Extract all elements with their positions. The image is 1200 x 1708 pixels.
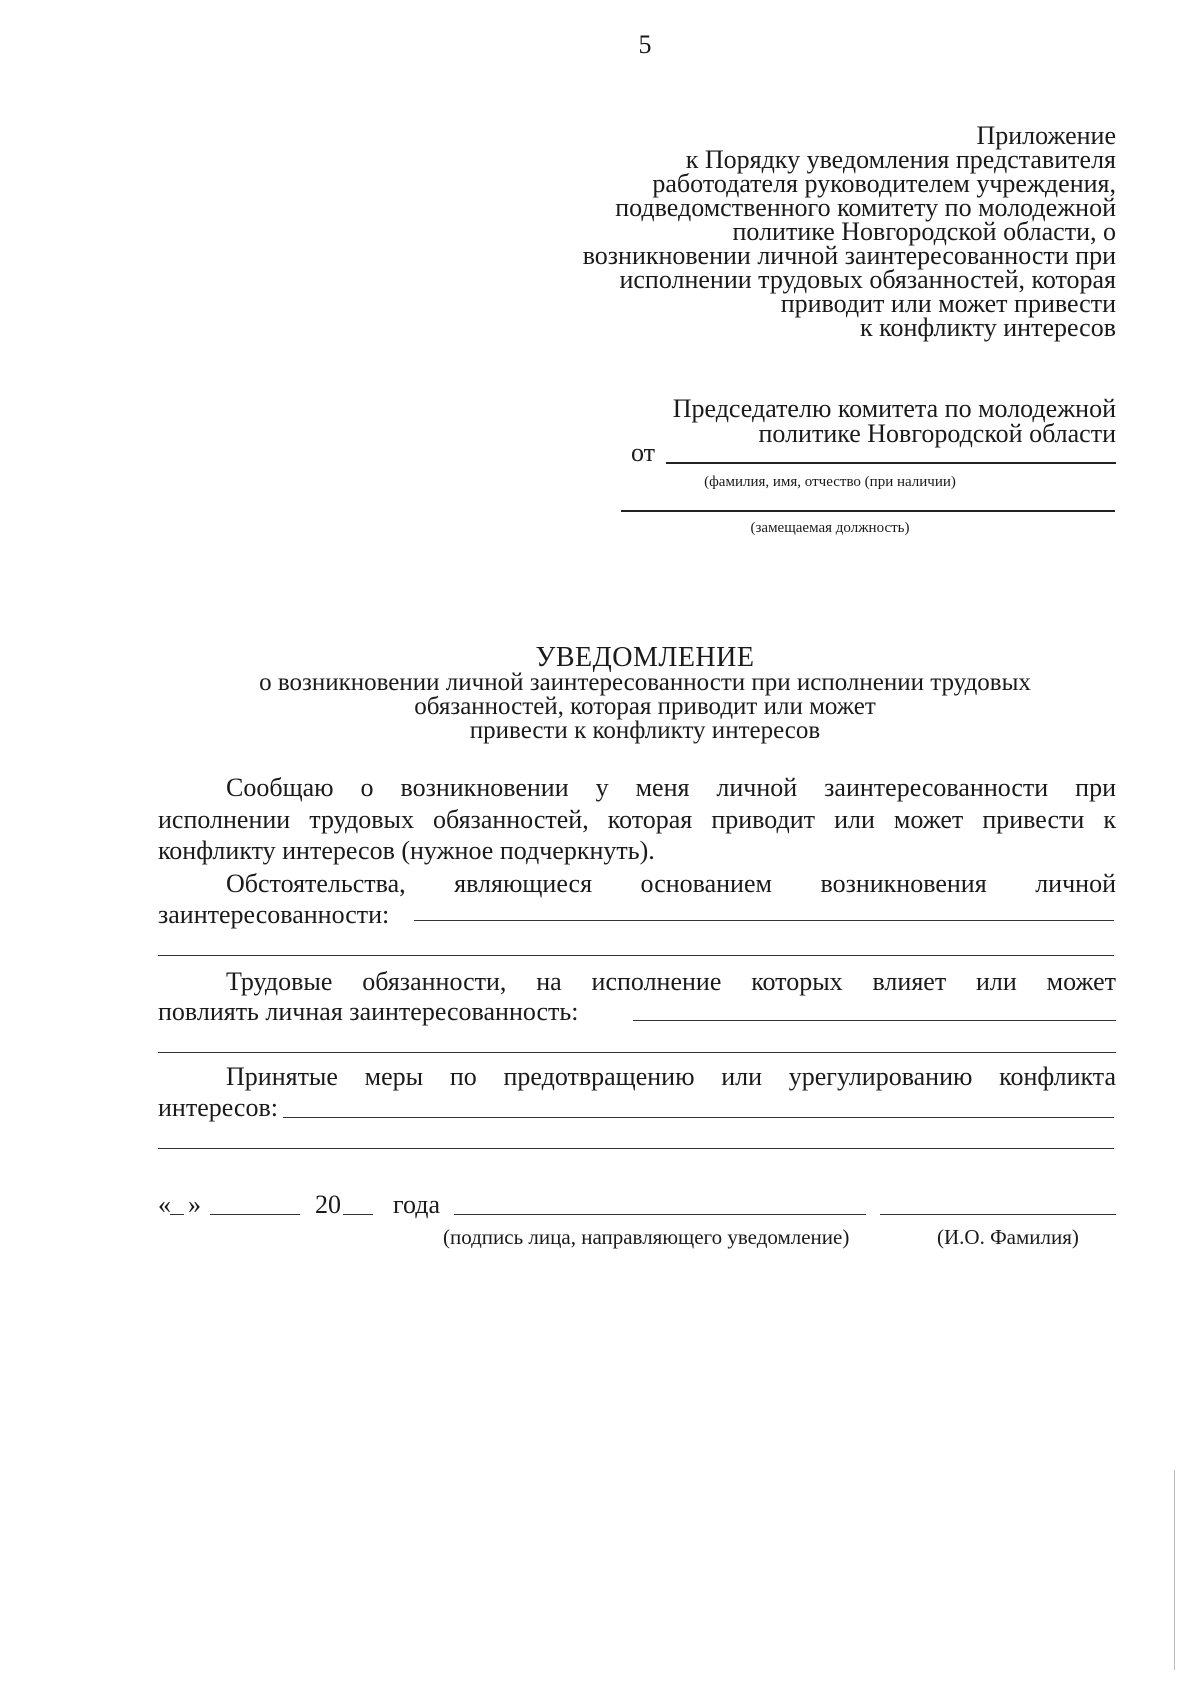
from-row (631, 438, 1116, 468)
paragraph-line: Принятые меры по предотвращению или урегулированию конфликта (226, 1062, 1116, 1091)
day-field[interactable] (170, 1214, 184, 1215)
quote-close: » (188, 1190, 201, 1219)
page-number: 5 (638, 30, 652, 59)
paragraph-line: исполнении трудовых обязанностей, которая приводит или может привести к (158, 805, 1116, 834)
appendix-line: политике Новгородской области, о (732, 217, 1116, 246)
from-label: от (631, 438, 656, 467)
appendix-line: подведомственного комитету по молодежной (615, 193, 1116, 222)
paragraph-circumstances (158, 868, 1116, 900)
sender-position-hint: (замещаемая должность) (750, 520, 910, 536)
notice-subtitle (120, 671, 1170, 743)
paragraph-line: Сообщаю о возникновении у меня личной заинтересованности при (226, 773, 1116, 802)
appendix-line: Приложение (976, 121, 1116, 150)
duties-field[interactable] (633, 1020, 1116, 1021)
subtitle-line: привести к конфликту интересов (469, 717, 821, 744)
circumstances-label: заинтересованности: (158, 900, 390, 929)
addressee-line-1: Председателю комитета по молодежной (672, 394, 1116, 423)
quote-open: « (158, 1190, 171, 1219)
sender-name-hint: (фамилия, имя, отчество (при наличии) (704, 474, 956, 490)
measures-field-line-2[interactable] (158, 1148, 1114, 1149)
measures-field[interactable] (283, 1117, 1114, 1118)
year-prefix: 20 (315, 1190, 341, 1219)
paragraph-duties (158, 966, 1116, 998)
paragraph-line: Трудовые обязанности, на исполнение которых влияет или может (226, 967, 1116, 996)
duties-field-line-2[interactable] (158, 1052, 1116, 1053)
sender-name-field[interactable] (666, 462, 1116, 464)
circumstances-field-line-2[interactable] (158, 955, 1114, 956)
appendix-line: к конфликту интересов (860, 313, 1116, 342)
month-field[interactable] (210, 1214, 300, 1215)
scan-edge-line (1174, 1470, 1175, 1670)
subtitle-line: обязанностей, которая приводит или может (414, 693, 876, 720)
paragraph-line: Обстоятельства, являющиеся основанием возникновения личной (226, 869, 1116, 898)
notice-title: УВЕДОМЛЕНИЕ (535, 642, 755, 673)
appendix-line: возникновении личной заинтересованности при (582, 241, 1116, 270)
full-name-hint: (И.О. Фамилия) (937, 1225, 1079, 1249)
date-signature-row (158, 1190, 1116, 1222)
appendix-line: работодателя руководителем учреждения, (652, 169, 1116, 198)
appendix-header (496, 121, 1116, 342)
paragraph-line: конфликту интересов (нужное подчеркнуть). (158, 836, 655, 865)
year-field[interactable] (343, 1214, 373, 1215)
signature-hint: (подпись лица, направляющего уведомление) (443, 1225, 850, 1249)
subtitle-line: о возникновении личной заинтересованности при исполнении трудовых (259, 669, 1031, 696)
appendix-line: приводит или может привести (780, 289, 1116, 318)
signature-field[interactable] (454, 1214, 866, 1215)
sender-position-field[interactable] (621, 510, 1115, 512)
appendix-line: исполнении трудовых обязанностей, которая (619, 265, 1116, 294)
addressee-line-2: политике Новгородской области (758, 419, 1116, 448)
year-word: года (393, 1190, 441, 1219)
full-name-field[interactable] (880, 1214, 1116, 1215)
circumstances-field[interactable] (414, 920, 1114, 921)
paragraph-measures (158, 1061, 1116, 1093)
duties-label: повлиять личная заинтересованность: (158, 997, 579, 1026)
appendix-line: к Порядку уведомления представителя (685, 145, 1116, 174)
paragraph-report (158, 772, 1116, 836)
measures-label: интересов: (158, 1093, 278, 1122)
